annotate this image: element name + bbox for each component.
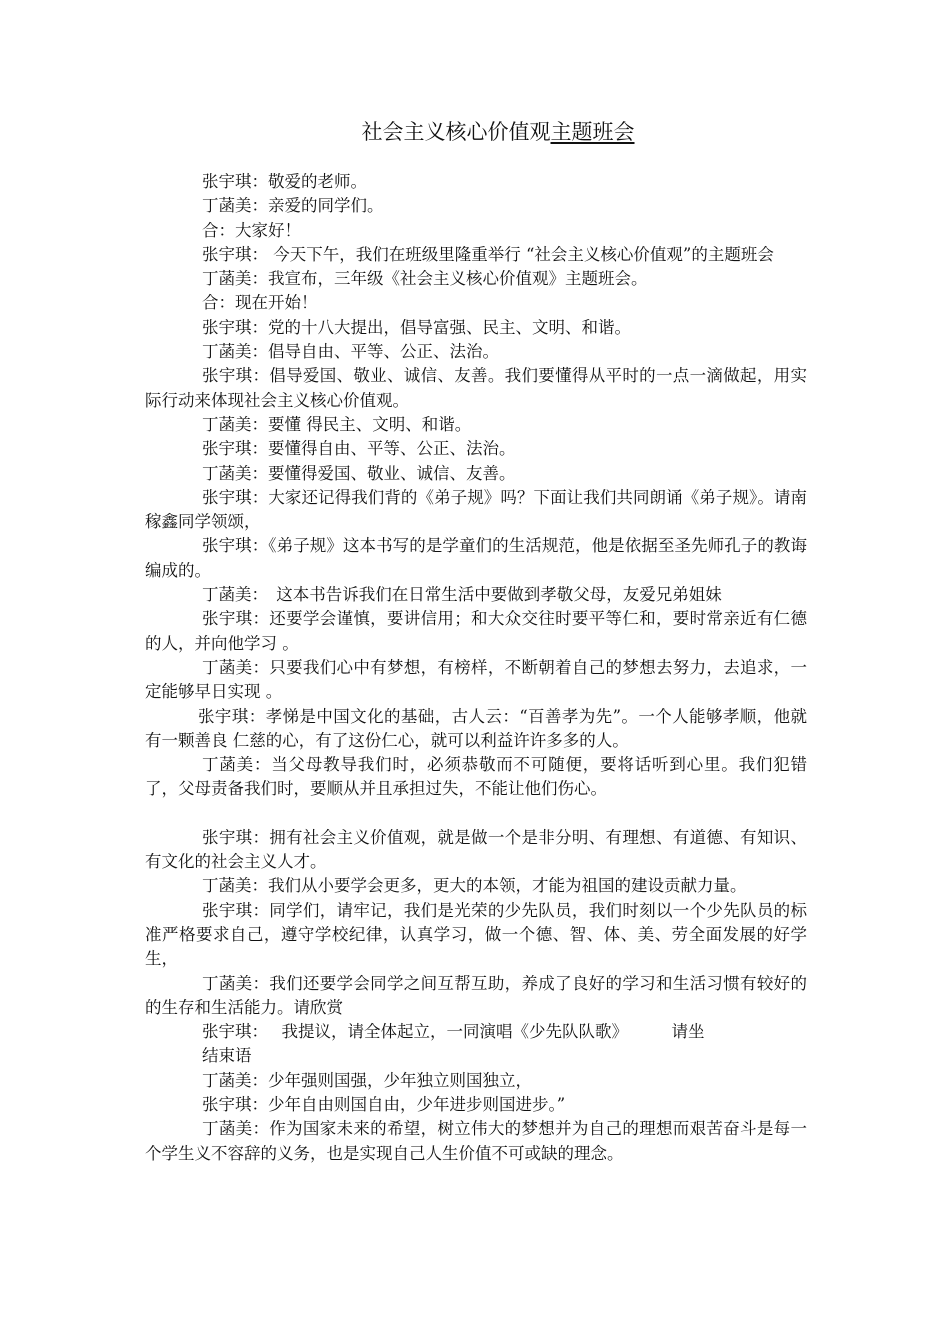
paragraph: 丁菡美：作为国家未来的希望，树立伟大的梦想并为自己的理想而艰苦奋斗是每一个学生义不容辞的义务，也是实现自己人生价值不可或缺的理念。: [145, 1119, 807, 1163]
paragraph: 张宇琪： 我提议，请全体起立，一同演唱《少先队队歌》 请坐: [202, 1022, 705, 1042]
paragraph: 丁菡美：只要我们心中有梦想，有榜样，不断朝着自己的梦想去努力，去追求，一定能够早日实现 。: [145, 657, 807, 702]
paragraph: 丁菡美：倡导自由、平等、公正、法治。: [202, 342, 499, 362]
paragraph: 张宇琪：拥有社会主义价值观，就是做一个是非分明、有理想、有道德、有知识、有文化的社会主义人才。: [145, 827, 807, 872]
paragraph: 丁菡美：我们还要学会同学之间互帮互助，养成了良好的学习和生活习惯有较好的的生存和生活能力。请欣赏: [145, 973, 807, 1017]
paragraph: 张宇琪：党的十八大提出，倡导富强、民主、文明、和谐。: [202, 317, 631, 337]
paragraph: 张宇琪：大家还记得我们背的《弟子规》吗？下面让我们共同朗诵《弟子规》。请南稼鑫同学领颂，: [145, 487, 807, 532]
paragraph: 张宇琪： 今天下午，我们在班级里隆重举行 “社会主义核心价值观”的主题班会: [202, 244, 774, 264]
paragraph: 合：大家好！: [202, 220, 301, 240]
title-underlined: 主题班会: [550, 120, 635, 144]
paragraph: 张宇琪：少年自由则国自由，少年进步则国进步。”: [202, 1094, 566, 1114]
paragraph: 丁菡美： 这本书告诉我们在日常生活中要做到孝敬父母，友爱兄弟姐妹: [202, 585, 722, 605]
blank-line: [145, 802, 807, 826]
paragraph: 丁菡美：要懂得爱国、敬业、诚信、友善。: [202, 463, 516, 483]
paragraph: 丁菡美：我们从小要学会更多，更大的本领，才能为祖国的建设贡献力量。: [202, 876, 747, 896]
title-main: 社会主义核心价值观: [361, 120, 551, 144]
section-label: 结束语: [202, 1046, 252, 1066]
paragraph: 张宇琪：倡导爱国、敬业、诚信、友善。我们要懂得从平时的一点一滴做起，用实际行动来体现社会主义核心价值观。: [145, 366, 807, 410]
paragraph: 合：现在开始！: [202, 293, 318, 313]
paragraph: 张宇琪：《弟子规》这本书写的是学童们的生活规范，他是依据至圣先师孔子的教诲编成的。: [145, 536, 807, 580]
paragraph: 张宇琪：同学们，请牢记，我们是光荣的少先队员，我们时刻以一个少先队员的标准严格要求自己，遵守学校纪律，认真学习，做一个德、智、体、美、劳全面发展的好学生，: [145, 900, 807, 969]
paragraph: 丁菡美：要懂 得民主、文明、和谐。: [202, 414, 472, 434]
paragraph: 丁菡美：少年强则国强，少年独立则国独立，: [202, 1070, 532, 1090]
paragraph: 张宇琪：敬爱的老师。: [202, 172, 367, 191]
paragraph: 丁菡美：亲爱的同学们。: [202, 196, 384, 216]
paragraph: 张宇琪：孝悌是中国文化的基础，古人云：“百善孝为先”。一个人能够孝顺，他就有一颗善良 仁慈的心，有了这份仁心，就可以利益许许多多的人。: [145, 706, 807, 750]
document-page: [145, 118, 807, 1166]
paragraph: 丁菡美：当父母教导我们时，必须恭敬而不可随便，要将话听到心里。我们犯错了，父母责备我们时，要顺从并且承担过失，不能让他们伤心。: [145, 755, 807, 799]
paragraph: 张宇琪：还要学会谨慎，要讲信用；和大众交往时要平等仁和，要时常亲近有仁德的人，并向他学习 。: [145, 609, 807, 653]
page-title: [145, 118, 807, 146]
paragraph: 张宇琪：要懂得自由、平等、公正、法治。: [202, 439, 516, 459]
paragraph: 丁菡美：我宣布，三年级《社会主义核心价值观》主题班会。: [202, 269, 648, 289]
